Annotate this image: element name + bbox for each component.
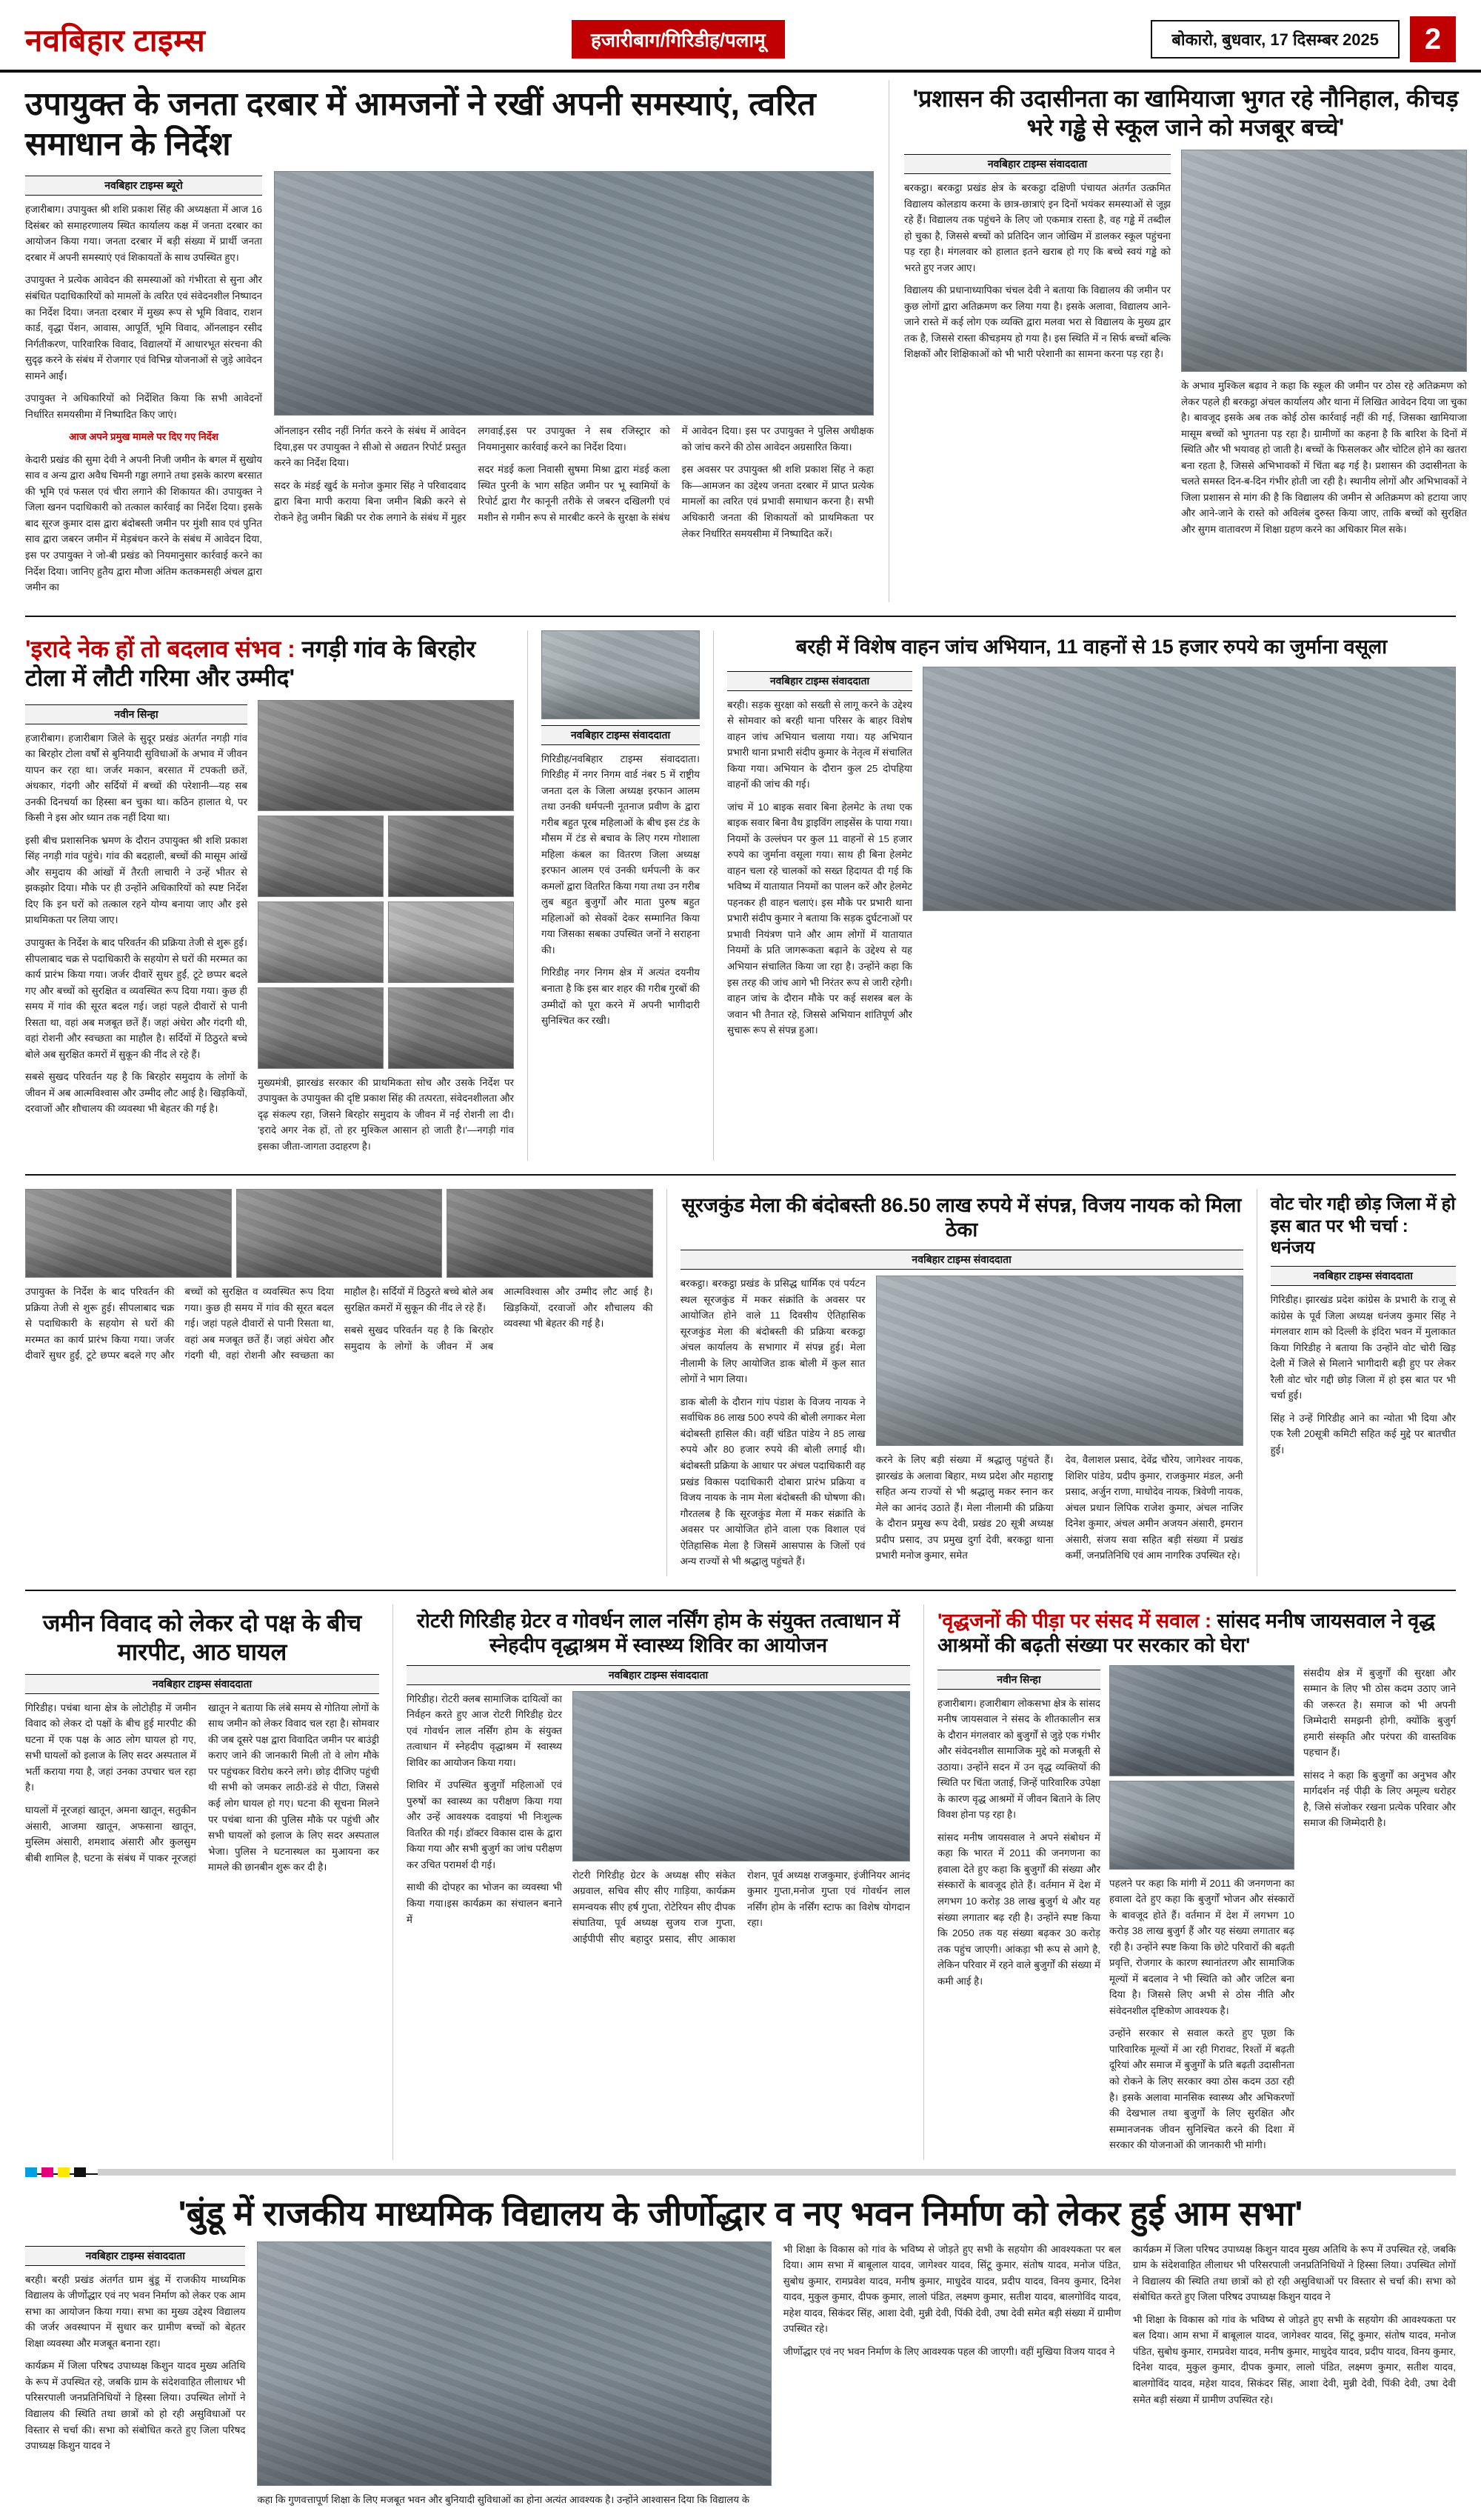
nagdi-photo-6 [258, 987, 384, 1069]
nagdi-extra-photo-3 [447, 1189, 653, 1278]
nagdi-para-1: हजारीबाग। हजारीबाग जिले के सुदूर प्रखंड अंतर्गत नगड़ी गांव का बिरहोर टोला वर्षों से बुनियादी सुविधाओं के अभाव में जीवन यापन कर रहा था। जर्जर मकान, बरसात में टपकती छतें, अंधकार, गंदगी और सर्दियों में बच्चों की परेशानी—यह सब उनकी दिनचर्या का हिस्सा बन चुका था। कठिन हालात थे, पर किसी ने इस ओर ध्यान तक नहीं दिया था। [25, 732, 247, 824]
lead-byline: नवबिहार टाइम्स ब्यूरो [25, 176, 262, 196]
surajkund-para-4: देव, वैलाशल प्रसाद, देवेंद्र चौरेय, जागेश्वर नायक, शिशिर पांडेय, प्रदीप कुमार, राजकुमार मंडल, अनी प्रसाद, अर्जुन राणा, माधोदेव नायक, त्रिवेणी नायक, अंचल प्रधान लिपिक राजेश कुमार, अंचल नाजिर दिनेश कुमार, अंचल अमीन अजयन अंसारी, इमरान अंसारी, संजय सवा सहित बड़ी संख्या में प्रखंड कर्मी, जनप्रतिनिधि एवं आम नागरिक उपस्थित रहे। [1065, 1454, 1243, 1561]
nagdi-story [25, 630, 514, 1161]
sansad-para-1: हजारीबाग। हजारीबाग लोकसभा क्षेत्र के सांसद मनीष जायसवाल ने संसद के शीतकालीन सत्र के दौरान मंगलवार को बुजुर्गों से जुड़े एक गंभीर और संवेदनशील सामाजिक मुद्दे को मजबूती से उठाया। उन्होंने सदन में उन वृद्ध व्यक्तियों की स्थिति पर चिंता जताई, जिन्हें पारिवारिक उपेक्षा के कारण वृद्ध आश्रमों में जीवन बिताने के लिए विवश होना पड़ रहा है। [937, 1697, 1100, 1821]
surajkund-col1 [681, 1276, 866, 1570]
bundu-para-1: बरही। बरही प्रखंड अंतर्गत ग्राम बुंडू में राजकीय माध्यमिक विद्यालय के जीर्णोद्धार एवं नए भवन निर्माण को लेकर एक आम सभा का आयोजन किया गया। सभा का मुख्य उद्देश्य विद्यालय की जर्जर अवस्थापन में सुधार कर ग्रामीण बच्चों को बेहतर शिक्षा व्यवस्था और मजबूत बनाना रहा। [25, 2273, 246, 2349]
nagdi-photo-4 [258, 901, 384, 983]
dateline-wrap [1151, 16, 1456, 62]
lead-mid-3: सदर मंडई कला निवासी सुषमा मिश्रा द्वारा मंडई कला स्थित पुरनी के भाग सहित जमीन पर भू स्वामियों के रिपोर्ट द्वारा गैर कानूनी तरीके से जबरन दखिलगी एवं मशीन से गमीन रूप से मारबीट करने के सुरक्षा के संबंध में आवेदन दिया। इस पर उपायुक्त ने पुलिस अधीक्षक को जांच करने की ठोस आवेदन अग्रसारित किया। [478, 425, 874, 523]
nagdi-photo-5 [388, 901, 514, 983]
color-swatch-magenta [41, 2167, 53, 2177]
surajkund-story [681, 1189, 1243, 1576]
nagdi-headline-rest: नगड़ी गांव के बिरहोर टोला में लौटी गरिमा और उम्मीद' [25, 635, 476, 691]
fourth-section [0, 1599, 1481, 2166]
bundu-col3 [783, 2241, 1121, 2360]
bahri-para-2: जांच में 10 बाइक सवार बिना हेलमेट के तथा एक बाइक सवार बिना वैध ड्राइविंग लाइसेंस के पाया गया। नियमों के उल्लंघन पर कुल 11 वाहनों से 15 हजार रुपये का जुर्माना वसूला गया। साथ ही बिना हेलमेट वाहन चला रहे चालकों को सख्त हिदायत दी गई कि भविष्य में यातायात नियमों का पालन करें और हेलमेट पहनकर ही वाहन चलाएं। इस मौके पर प्रभारी थाना प्रभारी संदीप कुमार ने बताया कि सड़क दुर्घटनाओं पर प्रभावी नियंत्रण पाने और आम लोगों में यातायात नियमों के प्रति जागरूकता बढ़ाने के उद्देश्य से यह अभियान संचालित किया जा रहा है। उन्होंने कहा कि इस तरह की जांच आगे भी निरंतर रूप से जारी रहेगी। वाहन जांच के दौरान मौके पर कई सशस्त्र बल के जवान भी तैनात रहे, जिससे अभियान शांतिपूर्ण और सुचारू रूप से संपन्न हुआ। [727, 801, 912, 1036]
giridih-blanket-photo [541, 630, 700, 719]
second-section [0, 624, 1481, 1167]
surajkund-col2 [876, 1452, 1243, 1570]
lead-para-5: केदारी प्रखंड की सुमा देवी ने अपनी निजी जमीन के बगल में सुखोय साव व अन्य द्वारा अवैध चिमनी गड्ढा लगाने तथा इसके कारण बरसात की भूमि एवं फसल एवं चीरा लगाने की शिकायत की। उपायुक्त ने जिला खनन पदाधिकारी को तत्काल कार्रवाई का निर्देश दिया। इसके बाद सूरज कुमार दास द्वारा बंदोबस्ती जमीन पर मुंशी साव एवं पुनित साव द्वारा जबरन जमीन में मेड़बंधन करने के संबंध में आवेदन दिया, इस पर उपायुक्त ने जो-बी प्रखंड को नियमानुसार कार्रवाई करने का निर्देश दिया। जानिए हुतैय द्वारा मौजा अंतिम कतकमसही अंचल द्वारा जमीन का [25, 453, 262, 593]
school-road-para-3: के अभाव मुश्किल बढ़ाव ने कहा कि स्कूल की जमीन पर ठोस रहे अतिक्रमण को लेकर पहले ही बरकट्ठा अंचल कार्यालय और थाना में लिखित आवेदन दिया जा चुका है। बावजूद इसके अब तक कोई ठोस कार्रवाई नहीं की गई, जिसका खामियाजा मासूम बच्चों को भुगतना पड़ रहा है। ग्रामीणों का कहना है कि बारिश के दिनों में स्थिति और भी भयावह हो जाती है। बच्चों के फिसलकर और चोटिल होने का खतरा बना रहता है, जिससे अभिभावकों में चिंता बढ़ गई है। प्रशासन की उदासीनता के चलते समस्त दिन-ब-दिन गंभीर होती जा रही है। स्थानीय लोगों और अभिभावकों ने जिला प्रशासन से मांग की है कि विद्यालय की जमीन से अतिक्रमण को हटाया जाए और आने-जाने के रास्ते को अविलंब दुरुस्त किया जाए, ताकि बच्चों को सुरक्षित और सुगम वातावरण में शिक्षा ग्रहण करने का अधिकार मिल सके। [1181, 380, 1467, 535]
sansad-headline [937, 1609, 1456, 1658]
nagdi-photo-3 [388, 816, 514, 897]
bahri-photo [923, 667, 1456, 911]
bahri-col1 [727, 697, 912, 1039]
dateline: बोकारो, बुधवार, 17 दिसम्बर 2025 [1151, 20, 1400, 59]
surajkund-para-3: करने के लिए बड़ी संख्या में श्रद्धालु पहुंचते हैं। झारखंड के अलावा बिहार, मध्य प्रदेश और महाराष्ट्र सहित अन्य राज्यों से भी श्रद्धालु मकर स्नान कर मेले का आनंद उठाते हैं। मेला नीलामी की प्रक्रिया के दौरान प्रमुख रूप देवी, प्रखंड 20 सूत्री अध्यक्ष प्रदीप प्रसाद, उप प्रमुख दुर्गा देवी, बरकट्ठा थाना प्रभारी मनोज कुमार, समेत [875, 1454, 1054, 1561]
sansad-col2 [1109, 1876, 1294, 2153]
rotary-col1 [407, 1691, 562, 1927]
masthead [0, 0, 1481, 73]
lead-lower-cols [274, 423, 874, 541]
lead-para-3: उपायुक्त ने अधिकारियों को निर्देशित किया कि सभी आवेदनों निर्धारित समयसीमा में निष्पादित किए जाएं। [25, 393, 262, 420]
paper-name: नवबिहार टाइम्स [25, 22, 206, 58]
lead-para-2: उपायुक्त ने प्रत्येक आवेदन की समस्याओं को गंभीरता से सुना और संबंधित पदाधिकारियों को मामलों के त्वरित एवं संवेदनशील निष्पादन का निर्देश दिया। जनता दरबार में मुख्य रूप से भूमि विवाद, राशन कार्ड, वृद्धा पेंशन, आवास, आपूर्ति, भूमि विवाद, ऑनलाइन रसीद निर्गतीकरण, पारिवारिक विवाद, विद्यालयों में आधारभूत संरचना की सुदृढ़ करने के संबंध में रोजगार एवं विभिन्न योजनाओं से जुड़े आवेदन सामने आईं। [25, 274, 262, 381]
lead-para-1: हजारीबाग। उपायुक्त श्री शशि प्रकाश सिंह की अध्यक्षता में आज 16 दिसंबर को समाहरणालय स्थित कार्यालय कक्ष में जनता दरबार का आयोजन किया गया। जनता दरबार में बड़ी संख्या में प्रार्थी जनता दरबार में अपनी समस्याएं एवं शिकायतों के साथ उपस्थित हुए। [25, 204, 262, 263]
giridih-blanket-para-2: गिरिडीह नगर निगम क्षेत्र में अत्यंत दयनीय बनाता है कि इस बार शहर की गरीब गुरबों की उम्मीदों को पूरा करने में अपनी भागीदारी सुनिश्चित कर रखी। [541, 967, 700, 1027]
bundu-col1 [25, 2272, 245, 2454]
giridih-blanket-para-1: गिरिडीह/नवबिहार टाइम्स संवाददाता। गिरिडीह में नगर निगम वार्ड नंबर 5 में राष्ट्रीय जनता दल के जिला अध्यक्ष इरफान आलम तथा उनकी धर्मपत्नी नूतनाज प्रवीण के द्वारा गरीब बहुत पूरब महिलाओं के बीच इस टंड के मौसम में टंड से बचाव के लिए गरम गोशाला महिला कंबल का वितरण जिला अध्यक्ष इरफान आलम एवं उनकी धर्मपत्नी के कर कमलों द्वारा वितरित किया गया तथा उन गरीब लुब बहुत बुजुर्गों और माता पुरुष बहुत महिलाओं को सेवकों देकर सम्मानित किया गया जिसका सबका उपस्थित जनों ने सराहना की। [541, 753, 700, 956]
nagdi-tail-text [25, 1284, 653, 1364]
color-swatch-black [74, 2167, 86, 2177]
nagdi-para-2: इसी बीच प्रशासनिक भ्रमण के दौरान उपायुक्त श्री शशि प्रकाश सिंह नगड़ी गांव पहुंचे। गांव की बदहाली, बच्चों की मासूम आंखें और समुदाय की आंखों में तैरती लाचारी ने उन्हें भीतर से झकझोर दिया। मौके पर ही उन्होंने अधिकारियों को स्पष्ट निर्देश दिए कि इन घरों को तत्काल रहने योग्य बनाया जाए और इसे प्राथमिकता पर लिया जाए। [25, 834, 247, 926]
school-road-col2 [1181, 378, 1467, 537]
rotary-para-3: साथी की दोपहर का भोजन का व्यवस्था भी किया गया।इस कार्यक्रम का संचालन बनाने में [407, 1881, 562, 1925]
edition-band: हजारीबाग/गिरिडीह/पलामू [572, 20, 785, 59]
sansad-headline-rest: सांसद मनीष जायसवाल ने वृद्ध आश्रमों की बढ़ती संख्या पर सरकार को घेरा' [937, 1609, 1435, 1656]
vote-chor-para-2: सिंह ने उन्हें गिरिडीह आने का न्योता भी दिया और एक रैली 20सूत्री कमिटी सहित कई मुद्दे पर बातचीत हुई। [1270, 1412, 1456, 1456]
nagdi-col2 [258, 1075, 514, 1155]
bahri-para-1: बरही। सड़क सुरक्षा को सख्ती से लागू करने के उद्देश्य से सोमवार को बरही थाना परिसर के बाहर विशेष वाहन जांच अभियान चलाया गया। यह अभियान प्रभारी थाना प्रभारी संदीप कुमार के नेतृत्व में संचालित किया गया। अभियान के दौरान कुल 25 दोपहिया वाहनों की जांच की गई। [727, 699, 912, 790]
lead-subhead: आज अपने प्रमुख मामले पर दिए गए निर्देश [69, 431, 218, 443]
school-road-para-2: विद्यालय की प्रधानाध्यापिका चंचल देवी ने बताया कि विद्यालय की जमीन पर कुछ लोगों द्वारा अतिक्रमण कर लिया गया है। इसके अलावा, विद्यालय आने-जाने रास्ते में कई लोग एक व्यक्ति द्वारा मलवा भरा से विद्यालय के मुख्य द्वार तक है, जिससे रास्ता कीचड़मय हो गया है। इस स्थिति में न सिर्फ बच्चों बल्कि शिक्षकों और शिक्षिकाओं को भी भारी परेशानी का सामना करना पड़ रहा है। [904, 284, 1171, 360]
vote-chor-byline: नवबिहार टाइम्स संवाददाता [1271, 1266, 1456, 1286]
bundu-headline: 'बुंडू में राजकीय माध्यमिक विद्यालय के जीर्णोद्धार व नए भवन निर्माण को लेकर हुई आम सभा' [178, 2193, 1303, 2233]
color-swatch-yellow [58, 2167, 70, 2177]
school-road-photo [1181, 150, 1467, 372]
nagdi-extra-photo-2 [236, 1189, 443, 1278]
rotary-para-1: गिरिडीह। रोटरी क्लब सामाजिक दायित्वों का निर्वहन करते हुए आज रोटरी गिरिडीह ग्रेटर एवं गोवर्धन लाल नर्सिंग होम के संयुक्त तत्वाधान में स्नेहदीप वृद्धाश्रम में स्वास्थ्य शिविर का आयोजन किया गया। [407, 1693, 562, 1768]
bundu-para-3: कहा कि गुणवत्तापूर्ण शिक्षा के लिए मजबूत भवन और बुनियादी सुविधाओं का होना अत्यंत आवश्यक है। उन्होंने आश्वासन दिया कि विद्यालय के [257, 2493, 749, 2505]
bundu-para-2: कार्यक्रम में जिला परिषद उपाध्यक्ष किशुन यादव मुख्य अतिथि के रूप में उपस्थित रहे, जबकि ग्राम के संदेशवाहित लीलाधर भी परिसरपाली जनप्रतिनिधियों ने हिस्सा लिया। उपस्थित लोगों ने विद्यालय की स्थिति तथा छात्रों को हो रही असुविधाओं पर विस्तार से चर्चा की। सभा को संबोधित करते हुए जिला परिषद उपाध्यक्ष किशुन यादव ने [25, 2360, 246, 2452]
sansad-para-2: सांसद मनीष जायसवाल ने अपने संबोधन में कहा कि भारत में 2011 की जनगणना का हवाला देते हुए कहा कि बुजुर्गों की संख्या और संस्कारों के बावजूद होते हैं। वर्तमान में देश में लगभग 10 करोड़ 38 लाख बुजुर्ग थे और यह संख्या लगातार बढ़ रही है। उन्होंने स्पष्ट किया कि 2050 तक यह संख्या बढ़कर 30 करोड़ तक पहुंच जाएगी। आंकड़ा भी रूप से आगे है, लेकिन परिवार में रहने वाले बुजुर्गों की संख्या में कमी आई है। [937, 1831, 1100, 1987]
sansad-col3 [1303, 1665, 1456, 1831]
surajkund-para-2: डाक बोली के दौरान गांप पंडाश के विजय नायक ने सर्वाधिक 86 लाख 500 रुपये की बोली लगाकर मेला बंदोबस्ती हासिल की। वहीं चंडित पांडेय ने 85 लाख रुपये और 80 हजार रुपये की बोली लगाई थी। बंदोबस्ती प्रक्रिया के आधार पर अंचल पदाधिकारी वह प्रखंड विकास पदाधिकारी दोबारा प्रारंभ प्रक्रिया व विजय नायक के नाम मेला बंदोबस्ती की घोषणा की। गौरतलब है कि सूरजकुंड मेला में मकर संक्रांति के अवसर पर आयोजित होने वाला एक विशाल एवं ऐतिहासिक मेला है जिसमें आसपास के जिलों एवं अन्य राज्यों से भी श्रद्धालु पहुंचते हैं। [680, 1396, 866, 1567]
third-section [0, 1183, 1481, 1581]
nagdi-photo-1 [258, 700, 514, 811]
bundu-photo [257, 2241, 771, 2486]
page-number: 2 [1410, 16, 1456, 62]
sansad-para-4: उन्होंने सरकार से सवाल करते हुए पूछा कि पारिवारिक मूल्यों में आ रही गिरावट, रिश्तों में बढ़ती दूरियां और समाज में बुजुर्गों के प्रति बढ़ती उदासीनता को रोकने के लिए सरकार क्या ठोस कदम उठा रही है। इसके अलावा मानसिक स्वास्थ्य और अभिकरणों की देखभाल तथा बुजुर्गों के लिए सुरक्षित और सम्मानजनक जीवन सुनिश्चित करने की दिशा में सरकार की योजनाओं की जानकारी भी मांगी। [1109, 2027, 1294, 2151]
bundu-para-4: भी शिक्षा के विकास को गांव के भविष्य से जोड़ते हुए सभी के सहयोग की आवश्यकता पर बल दिया। आम सभा में बाबूलाल यादव, जागेश्वर यादव, सिंटू कुमार, संतोष यादव, मनोज पंडित, सुबोध कुमार, रामप्रवेश यादव, मनीष कुमार, माधुदेव यादव, प्रदीप यादव, विनय कुमार, दिनेश यादव, मुकुल कुमार, दीपक कुमार, लालो पंडित, लक्ष्मण कुमार, सतीश यादव, बालगोविंद यादव, महेश यादव, सिकंदर सिंह, आशा देवी, मुन्नी देवी, पिंकी देवी, उषा देवी समेत बड़ी संख्या में ग्रामीण उपस्थित रहे। [783, 2243, 1121, 2335]
bahri-col2 [923, 917, 1456, 919]
nagdi-photo-7 [388, 987, 514, 1069]
lead-mid-2: सदर के मंडई खुर्द के मनोज कुमार सिंह ने परिवादवाद द्वारा बिना मापी कराया बिना जमीन बिक्री करने से रोकने हेतु जमीन बिक्री पर रोक लगाने के संबंध में मुहर लगवाई,इस पर उपायुक्त ने सब रजिस्ट्रार को नियमानुसार कार्रवाई करने का निर्देश दिया। [274, 425, 670, 523]
nagdi-photo-extra-wrap [25, 1189, 653, 1576]
lead-mid-1: ऑनलाइन रसीद नहीं निर्गत करने के संबंध में आवेदन दिया,इस पर उपायुक्त ने सीओ से अद्यतन रिपोर्ट प्रस्तुत करने का निर्देश दिया। [274, 425, 467, 469]
nagdi-para-4: सबसे सुखद परिवर्तन यह है कि बिरहोर समुदाय के लोगों के जीवन में अब आत्मविश्वास और उम्मीद लौट आई है। खिड़कियों, दरवाजों और शौचालय की व्यवस्था भी बेहतर की गई है। [25, 1071, 247, 1115]
land-dispute-text [25, 1700, 379, 1876]
lead-story [25, 80, 874, 602]
bundu-para-5: जीर्णोद्धार एवं नए भवन निर्माण के लिए आवश्यक पहल की जाएगी। वहीं मुखिया विजय यादव ने [783, 2345, 1115, 2357]
rotary-story [407, 1604, 910, 2160]
school-road-headline: 'प्रशासन की उदासीनता का खामियाजा भुगत रहे नौनिहाल, कीचड़ भरे गड्ढे से स्कूल जाने को मजबूर बच्चे' [912, 85, 1459, 141]
nagdi-para-3: उपायुक्त के निर्देश के बाद परिवर्तन की प्रक्रिया तेजी से शुरू हुई। सीपलाबाद चक्र से पदाधिकारी के सहयोग से घरों की मरम्मत का कार्य प्रारंभ किया गया। जर्जर दीवारें सुधर हुईं, टूटे छप्पर बदले गए और बच्चों को सुरक्षित व व्यवस्थित रूप दिया गया। कुछ ही समय में गांव की सूरत बदल गई। जहां पहले दीवारों से पानी रिसता था, वहां अब मजबूत छतें हैं। जहां अंधेरा और गंदगी थी, वहां रोशनी और स्वच्छता का माहौल है। सर्दियों में ठिठुरते बच्चे बोले अब सुरक्षित कमरों में सुकून की नींद ले रहे हैं। [25, 937, 247, 1060]
top-section [0, 73, 1481, 608]
sansad-para-3: पहलने पर कहा कि मांगी में 2011 की जनगणना का हवाला देते हुए कहा कि बुजुर्गों भोजन और संस्कारों के बावजूद होते हैं। वर्तमान में देश में लगभग 10 करोड़ 38 लाख बुजुर्ग हैं और यह संख्या लगातार बढ़ रही है। उन्होंने स्पष्ट किया कि छोटे परिवारों की बढ़ती प्रवृत्ति, रोजगार के कारण स्थानांतरण और सामाजिक मूल्यों में बदलाव ने भी स्थिति को और जटिल बना दिया है। जिससे लिए अभी से ठोस नीति और संवेदनशील दृष्टिकोण आवश्यक है। [1109, 1877, 1294, 2016]
lead-headline: उपायुक्त के जनता दरबार में आमजनों ने रखीं अपनी समस्याएं, त्वरित समाधान के निर्देश [25, 86, 816, 162]
sansad-para-5: संसदीय क्षेत्र में बुजुर्गों की सुरक्षा और सम्मान के लिए भी ठोस कदम उठाए जाने की जरूरत है। समाज को भी अपनी जिम्मेदारी समझनी होगी, क्योंकि बुजुर्ग हमारी संस्कृति और परंपरा की वास्तविक पहचान हैं। [1303, 1667, 1456, 1759]
sansad-col1 [937, 1696, 1100, 1990]
rotary-para-4: रोटरी गिरिडीह ग्रेटर के अध्यक्ष सीए संकेत अग्रवाल, सचिव सीए सीए गाड़िया, कार्यक्रम समन्वयक सीए हर्ष गुप्ता, रोटेरियन सीए दीपक संघातिया, पूर्व अध्यक्ष सुजय राज गुप्ता, आईपीपी सीए बहादुर प्रसाद, सीए आकाश रोशन, पूर्व अध्यक्ष राजकुमार, इंजीनियर आनंद कुमार गुप्ता,मनोज गुप्ता एवं गोवर्धन लाल नर्सिंग होम के नर्सिंग स्टाफ का विशेष योगदान रहा। [572, 1869, 910, 1944]
rotary-byline: नवबिहार टाइम्स संवाददाता [407, 1665, 910, 1685]
surajkund-para-1: बरकट्ठा। बरकट्ठा प्रखंड के प्रसिद्ध धार्मिक एवं पर्यटन स्थल सूरजकुंड में मकर संक्रांति के अवसर पर आयोजित होने वाले 11 दिवसीय ऐतिहासिक सूरजकुंड मेला की बंदोबस्ती की प्रक्रिया बरकट्ठा अंचल कार्यालय के सभागार में संपन्न हुई। मेला नीलामी के लिए आयोजित डाक बोली में कुल सात लोगों ने भाग लिया। [680, 1278, 866, 1385]
color-swatch-cyan [25, 2167, 37, 2177]
rotary-col2 [572, 1867, 910, 1947]
nagdi-photo-grid [258, 700, 514, 1069]
nagdi-col1 [25, 730, 247, 1117]
bundu-byline: नवबिहार टाइम्स संवाददाता [25, 2246, 245, 2266]
sansad-story [937, 1604, 1456, 2160]
nagdi-byline: नवीन सिन्हा [25, 704, 247, 724]
vote-chor-text [1271, 1292, 1456, 1458]
sansad-photo-2 [1109, 1781, 1294, 1870]
surajkund-byline: नवबिहार टाइम्स संवाददाता [681, 1250, 1243, 1270]
nagdi-extra-photo-1 [25, 1189, 232, 1278]
land-dispute-headline: जमीन विवाद को लेकर दो पक्ष के बीच मारपीट, आठ घायल [42, 1609, 362, 1665]
sansad-kicker: 'वृद्धजनों की पीड़ा पर संसद में सवाल : [937, 1609, 1211, 1632]
land-dispute-para-2: घायलों में नूरजहां खातून, अमना खातून, सतुकीन अंसारी, आजमा खातून, अफसाना खातून, मुस्लिम अंसारी, शमशाद अंसारी और कुलसुम बीबी शामिल है, घटना के संबंध में पाकर नूरजहां खातून ने बताया कि लंबे समय से गोतिया लोगों के साथ जमीन को लेकर विवाद चल रहा है। सोमवार की जब दूसरे पक्ष द्वारा विवादित जमीन पर बाउंड्री कराए जाने की जानकारी मिली तो वे लोग मौके पर पहुंचकर विरोध करने लगे। छोड़ दीजिए पहुंची थी सभी को जमकर लाठी-डंडे से पीटा, जिससे कई लोग घायल हो गए। घटना की सूचना मिलने पर पचंबा थाना की पुलिस मौके पर पहुंची और सभी घायलों को इलाज के लिए सदर अस्पताल भेजा। पुलिस ने घटनास्थल का मुआयना कर मामले की छानबीन शुरू कर दी है। [25, 1701, 379, 1873]
bahri-headline: बरही में विशेष वाहन जांच अभियान, 11 वाहनों से 15 हजार रुपये का जुर्माना वसूला [795, 635, 1388, 658]
bahri-byline: नवबिहार टाइम्स संवाददाता [727, 671, 912, 691]
lead-col1 [25, 201, 262, 595]
school-road-byline: नवबिहार टाइम्स संवाददाता [904, 154, 1171, 174]
surajkund-photo [876, 1276, 1243, 1446]
lead-mid-4: इस अवसर पर उपायुक्त श्री शशि प्रकाश सिंह ने कहा कि—आमजन का उद्देश्य जनता दरबार में प्राप्त प्रत्येक मामलों का त्वरित एवं प्रभावी समाधान करना है। सभी अधिकारी जनता की शिकायतों को प्राथमिकता पर लेकर निर्धारित समयसीमा में निष्पादित करें। [681, 464, 874, 539]
school-road-story [904, 80, 1467, 602]
school-road-para-1: बरकट्ठा। बरकट्ठा प्रखंड क्षेत्र के बरकट्ठा दक्षिणी पंचायत अंतर्गत उत्क्रमित विद्यालय कोलडाय करमा के छात्र-छात्राएं इन दिनों भयंकर समस्याओं से जूझ रहे हैं। विद्यालय तक पहुंचने के लिए जो एकमात्र रास्ता है, वह गड्ढे में तब्दील हो चुका है, जिससे बच्चों को प्रतिदिन जान जोखिम में डालकर स्कूल पहुंचना पड़ रहा है। मंगलवार को हालात इतने खराब हो गए कि बच्चे स्वयं गड्ढे को भरते हुए नजर आए। [904, 182, 1171, 273]
bundu-col4 [1133, 2241, 1456, 2407]
rotary-photo [572, 1691, 910, 1861]
vote-chor-headline: वोट चोर गद्दी छोड़ जिला में हो इस बात पर भी चर्चा : धनंजय [1270, 1194, 1456, 1258]
vote-chor-story [1271, 1189, 1456, 1576]
footer-registration-bar [0, 2162, 1481, 2181]
vote-chor-para-1: गिरिडीह। झारखंड प्रदेश कांग्रेस के प्रभारी के राजू से कांग्रेस के पूर्व जिला अध्यक्ष धनंजय कुमार सिंह ने मंगलवार शाम को दिल्ली के इंदिरा भवन में मुलाकात किया गिरिडीह ने बताया कि उन्होंने वोट चोरी खिड़ देली में जिले से मिलाने भागीदारी बड़ी हुए पर लेकर रैली वोट चोर गद्दी छोड़ जिला में हो इस बात पर भी चर्चा हुई। [1270, 1294, 1456, 1401]
bundu-para-7: भी शिक्षा के विकास को गांव के भविष्य से जोड़ते हुए सभी के सहयोग की आवश्यकता पर बल दिया। आम सभा में बाबूलाल यादव, जागेश्वर यादव, सिंटू कुमार, संतोष यादव, मनोज पंडित, सुबोध कुमार, रामप्रवेश यादव, मनीष कुमार, माधुदेव यादव, प्रदीप यादव, विनय कुमार, दिनेश यादव, मुकुल कुमार, दीपक कुमार, लालो पंडित, लक्ष्मण कुमार, सतीश यादव, बालगोविंद यादव, महेश यादव, सिकंदर सिंह, आशा देवी, मुन्नी देवी, पिंकी देवी, उषा देवी समेत बड़ी संख्या में ग्रामीण उपस्थित रहे। [1132, 2313, 1456, 2405]
giridih-blanket-byline: नवबिहार टाइम्स संवाददाता [541, 725, 700, 745]
nagdi-tail-2: सबसे सुखद परिवर्तन यह है कि बिरहोर समुदाय के लोगों के जीवन में अब आत्मविश्वास और उम्मीद लौट आई है। खिड़कियों, दरवाजों और शौचालय की व्यवस्था भी बेहतर की गई है। [344, 1286, 653, 1352]
bahri-vehicle-story [727, 630, 1456, 1161]
nagdi-photo-2 [258, 816, 384, 897]
lead-photo [274, 171, 874, 416]
sansad-para-6: सांसद ने कहा कि बुजुर्गों का अनुभव और मार्गदर्शन नई पीढ़ी के लिए अमूल्य धरोहर है, जिसे संजोकर रखना प्रत्येक परिवार और समाज की जिम्मेदारी है। [1303, 1769, 1456, 1829]
school-road-col1 [904, 180, 1171, 362]
nagdi-tail-1: उपायुक्त के निर्देश के बाद परिवर्तन की प्रक्रिया तेजी से शुरू हुई। सीपलाबाद चक्र से पदाधिकारी के सहयोग से घरों की मरम्मत का कार्य प्रारंभ किया गया। जर्जर दीवारें सुधर हुईं, टूटे छप्पर बदले गए और बच्चों को सुरक्षित व व्यवस्थित रूप दिया गया। कुछ ही समय में गांव की सूरत बदल गई। जहां पहले दीवारों से पानी रिसता था, वहां अब मजबूत छतें हैं। जहां अंधेरा और गंदगी थी, वहां रोशनी और स्वच्छता का माहौल है। सर्दियों में ठिठुरते बच्चे बोले अब सुरक्षित कमरों में सुकून की नींद ले रहे हैं। [25, 1286, 494, 1361]
nagdi-photo-extra [25, 1189, 653, 1278]
sansad-byline: नवीन सिन्हा [937, 1670, 1100, 1690]
rotary-para-2: शिविर में उपस्थित बुजुर्गों महिलाओं एवं पुरुषों का स्वास्थ्य का परीक्षण किया गया और उन्हें आवश्यक दवाइयां भी निःशुल्क वितरित की गई। डॉक्टर विकास दास के द्वारा किया गया और सभी बुजुर्ग का जांच परीक्षण कर उचित परामर्श दी गई। [407, 1779, 562, 1870]
bundu-col2 [257, 2492, 771, 2508]
land-dispute-story [25, 1604, 379, 2160]
rotary-headline: रोटरी गिरिडीह ग्रेटर व गोवर्धन लाल नर्सिंग होम के संयुक्त तत्वाधान में स्नेहदीप वृद्धाश्रम में स्वास्थ्य शिविर का आयोजन [416, 1609, 900, 1656]
land-dispute-para-1: गिरिडीह। पचंबा थाना क्षेत्र के लोटोहीड़ में जमीन विवाद को लेकर दो पक्षों के बीच हुई मारपीट की घटना में एक पक्ष के आठ लोग घायल हो गए, सभी घायलों को इलाज के लिए सदर अस्पताल में भर्ती कराया गया है, जहां उनका उपचार चल रहा है। [25, 1701, 196, 1793]
nagdi-para-5: मुख्यमंत्री, झारखंड सरकार की प्राथमिकता सोच और उसके निर्देश पर उपायुक्त के उपायुक्त की दृष्टि प्रकाश सिंह की तत्परता, संवेदनशीलता और दृढ़ संकल्प रहा, जिसने बिरहोर समुदाय के जीवन में नई रोशनी ला दी। 'इरादे अगर नेक हों, तो हर मुश्किल आसान हो जाती है।'—नगड़ी गांव इसका जीता-जागता उदाहरण है। [258, 1076, 514, 1152]
giridih-blanket-text [541, 751, 700, 1029]
surajkund-headline: सूरजकुंड मेला की बंदोबस्ती 86.50 लाख रुपये में संपन्न, विजय नायक को मिला ठेका [681, 1194, 1242, 1241]
giridih-blanket-story [541, 630, 700, 1161]
sansad-photo-1 [1109, 1665, 1294, 1776]
nagdi-kicker: 'इरादे नेक हों तो बदलाव संभव : [25, 635, 295, 662]
bundu-para-6: कार्यक्रम में जिला परिषद उपाध्यक्ष किशुन यादव मुख्य अतिथि के रूप में उपस्थित रहे, जबकि ग्राम के संदेशवाहित लीलाधर भी परिसरपाली जनप्रतिनिधियों ने हिस्सा लिया। उपस्थित लोगों ने विद्यालय की स्थिति तथा छात्रों को हो रही असुविधाओं पर विस्तार से चर्चा की। सभा को संबोधित करते हुए जिला परिषद उपाध्यक्ष किशुन यादव ने [1132, 2243, 1456, 2303]
bundu-story [0, 2182, 1481, 2520]
land-dispute-byline: नवबिहार टाइम्स संवाददाता [25, 1674, 379, 1694]
nagdi-headline [25, 635, 514, 693]
footer-line [98, 2169, 1456, 2176]
